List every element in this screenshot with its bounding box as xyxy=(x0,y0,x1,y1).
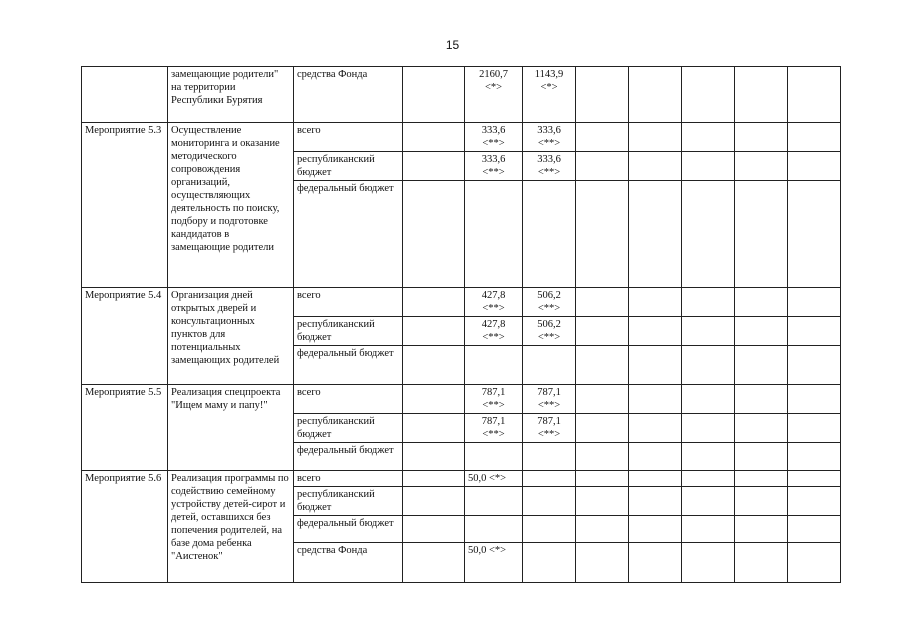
funding-source-cell: всего xyxy=(294,288,403,317)
empty-cell xyxy=(403,543,465,583)
description-cell: Организация дней открытых дверей и консультационных пунктов для потенциальных замещающих родителей xyxy=(168,288,294,385)
empty-cell xyxy=(576,471,629,487)
value-year1-cell xyxy=(465,67,523,123)
amount: 50,0 <*> xyxy=(468,473,507,484)
table-row xyxy=(82,385,841,414)
empty-cell xyxy=(788,181,841,288)
empty-cell xyxy=(403,443,465,471)
empty-cell xyxy=(629,152,682,181)
amount: 787,1 xyxy=(481,387,506,398)
amount: 427,8 xyxy=(481,290,506,301)
empty-cell xyxy=(682,443,735,471)
empty-cell xyxy=(576,288,629,317)
empty-cell xyxy=(629,346,682,385)
empty-cell xyxy=(682,471,735,487)
activity-cell: Мероприятие 5.4 xyxy=(82,288,168,385)
value-year1-cell xyxy=(465,346,523,385)
amount: 333,6 xyxy=(537,125,561,136)
amount: 787,1 xyxy=(481,416,506,427)
empty-cell xyxy=(629,487,682,516)
footnote-mark: <**> xyxy=(482,303,505,314)
empty-cell xyxy=(682,385,735,414)
empty-cell xyxy=(629,123,682,152)
funding-source-cell: всего xyxy=(294,123,403,152)
empty-cell xyxy=(788,471,841,487)
empty-cell xyxy=(576,414,629,443)
empty-cell xyxy=(403,385,465,414)
footnote-mark: <**> xyxy=(537,429,561,440)
empty-cell xyxy=(403,288,465,317)
empty-cell xyxy=(735,471,788,487)
value-year1-cell xyxy=(465,385,523,414)
value-year2-cell xyxy=(523,123,576,152)
value-year2-cell xyxy=(523,385,576,414)
amount: 333,6 xyxy=(481,125,506,136)
empty-cell xyxy=(735,385,788,414)
value-year2-cell xyxy=(523,152,576,181)
empty-cell xyxy=(403,317,465,346)
empty-cell xyxy=(735,123,788,152)
value-year1-cell xyxy=(465,414,523,443)
empty-cell xyxy=(403,487,465,516)
page-number: 15 xyxy=(445,38,460,52)
amount: 1143,9 xyxy=(534,69,564,80)
funding-source-cell: федеральный бюджет xyxy=(294,346,403,385)
empty-cell xyxy=(403,471,465,487)
empty-cell xyxy=(682,487,735,516)
funding-source-cell: республиканский бюджет xyxy=(294,317,403,346)
amount: 427,8 xyxy=(481,319,506,330)
amount: 2160,7 xyxy=(479,69,508,80)
value-year2-cell xyxy=(523,67,576,123)
amount: 50,0 <*> xyxy=(468,545,507,556)
empty-cell xyxy=(629,443,682,471)
empty-cell xyxy=(629,67,682,123)
value-year1-cell xyxy=(465,543,523,583)
empty-cell xyxy=(735,443,788,471)
table-row xyxy=(82,471,841,487)
empty-cell xyxy=(629,385,682,414)
empty-cell xyxy=(403,152,465,181)
funding-source-cell: средства Фонда xyxy=(294,543,403,583)
footnote-mark: <**> xyxy=(482,400,505,411)
empty-cell xyxy=(403,181,465,288)
footnote-mark: <**> xyxy=(537,332,561,343)
empty-cell xyxy=(576,181,629,288)
value-year2-cell xyxy=(523,487,576,516)
empty-cell xyxy=(788,67,841,123)
empty-cell xyxy=(403,67,465,123)
value-year2-cell xyxy=(523,288,576,317)
empty-cell xyxy=(788,516,841,543)
empty-cell xyxy=(735,317,788,346)
table-row xyxy=(82,123,841,152)
value-year2-cell xyxy=(523,471,576,487)
empty-cell xyxy=(576,385,629,414)
footnote-mark: <*> xyxy=(540,82,558,93)
empty-cell xyxy=(788,152,841,181)
amount: 787,1 xyxy=(537,387,561,398)
empty-cell xyxy=(788,543,841,583)
empty-cell xyxy=(788,288,841,317)
empty-cell xyxy=(576,516,629,543)
empty-cell xyxy=(735,543,788,583)
empty-cell xyxy=(682,123,735,152)
value-year1-cell xyxy=(465,181,523,288)
amount: 333,6 xyxy=(481,154,506,165)
funding-source-cell: республиканский бюджет xyxy=(294,152,403,181)
empty-cell xyxy=(788,487,841,516)
empty-cell xyxy=(629,317,682,346)
empty-cell xyxy=(788,443,841,471)
empty-cell xyxy=(788,385,841,414)
empty-cell xyxy=(576,346,629,385)
value-year1-cell xyxy=(465,471,523,487)
description-cell: Реализация программы по содействию семейному устройству детей-сирот и детей, оставшихся без попечения родителей, на базе дома ребенка "Аистенок" xyxy=(168,471,294,583)
activity-cell xyxy=(82,67,168,123)
value-year2-cell xyxy=(523,181,576,288)
empty-cell xyxy=(576,123,629,152)
value-year1-cell xyxy=(465,288,523,317)
funding-source-cell: федеральный бюджет xyxy=(294,516,403,543)
empty-cell xyxy=(735,181,788,288)
empty-cell xyxy=(788,346,841,385)
empty-cell xyxy=(735,152,788,181)
empty-cell xyxy=(682,317,735,346)
value-year1-cell xyxy=(465,487,523,516)
funding-table xyxy=(81,66,841,583)
empty-cell xyxy=(629,288,682,317)
funding-source-cell: республиканский бюджет xyxy=(294,414,403,443)
empty-cell xyxy=(576,487,629,516)
footnote-mark: <**> xyxy=(482,332,505,343)
empty-cell xyxy=(403,123,465,152)
funding-source-cell: всего xyxy=(294,385,403,414)
activity-cell: Мероприятие 5.3 xyxy=(82,123,168,288)
empty-cell xyxy=(403,414,465,443)
description-cell: замещающие родители" на территории Республики Бурятия xyxy=(168,67,294,123)
activity-cell: Мероприятие 5.5 xyxy=(82,385,168,471)
footnote-mark: <**> xyxy=(537,138,561,149)
funding-source-cell: республиканский бюджет xyxy=(294,487,403,516)
footnote-mark: <*> xyxy=(484,82,503,93)
empty-cell xyxy=(629,516,682,543)
empty-cell xyxy=(682,152,735,181)
amount: 506,2 xyxy=(537,319,561,330)
value-year2-cell xyxy=(523,317,576,346)
empty-cell xyxy=(682,516,735,543)
empty-cell xyxy=(735,516,788,543)
empty-cell xyxy=(576,443,629,471)
empty-cell xyxy=(735,414,788,443)
table-row xyxy=(82,67,841,123)
empty-cell xyxy=(403,346,465,385)
empty-cell xyxy=(682,67,735,123)
footnote-mark: <**> xyxy=(537,303,561,314)
value-year1-cell xyxy=(465,443,523,471)
empty-cell xyxy=(682,288,735,317)
value-year2-cell xyxy=(523,516,576,543)
value-year1-cell xyxy=(465,516,523,543)
value-year2-cell xyxy=(523,543,576,583)
funding-source-cell: федеральный бюджет xyxy=(294,181,403,288)
funding-source-cell: всего xyxy=(294,471,403,487)
value-year1-cell xyxy=(465,317,523,346)
empty-cell xyxy=(403,516,465,543)
value-year1-cell xyxy=(465,152,523,181)
footnote-mark: <**> xyxy=(482,167,505,178)
empty-cell xyxy=(735,487,788,516)
description-cell: Реализация спецпроекта "Ищем маму и папу!" xyxy=(168,385,294,471)
empty-cell xyxy=(682,346,735,385)
empty-cell xyxy=(735,288,788,317)
empty-cell xyxy=(576,152,629,181)
amount: 333,6 xyxy=(537,154,561,165)
value-year1-cell xyxy=(465,123,523,152)
footnote-mark: <**> xyxy=(537,167,561,178)
empty-cell xyxy=(682,543,735,583)
empty-cell xyxy=(629,181,682,288)
empty-cell xyxy=(576,317,629,346)
empty-cell xyxy=(735,67,788,123)
empty-cell xyxy=(629,471,682,487)
empty-cell xyxy=(788,317,841,346)
activity-cell: Мероприятие 5.6 xyxy=(82,471,168,583)
empty-cell xyxy=(682,414,735,443)
empty-cell xyxy=(735,346,788,385)
value-year2-cell xyxy=(523,443,576,471)
empty-cell xyxy=(788,414,841,443)
value-year2-cell xyxy=(523,346,576,385)
empty-cell xyxy=(629,543,682,583)
empty-cell xyxy=(576,67,629,123)
empty-cell xyxy=(788,123,841,152)
funding-source-cell: федеральный бюджет xyxy=(294,443,403,471)
amount: 506,2 xyxy=(537,290,561,301)
footnote-mark: <**> xyxy=(482,138,505,149)
empty-cell xyxy=(682,181,735,288)
footnote-mark: <**> xyxy=(482,429,505,440)
value-year2-cell xyxy=(523,414,576,443)
footnote-mark: <**> xyxy=(537,400,561,411)
empty-cell xyxy=(576,543,629,583)
funding-source-cell: средства Фонда xyxy=(294,67,403,123)
table-row xyxy=(82,288,841,317)
empty-cell xyxy=(629,414,682,443)
description-cell: Осуществление мониторинга и оказание методического сопровождения организаций, осуществляющих деятельность по поиску, подбору и подготовке кандидатов в замещающие родители xyxy=(168,123,294,288)
amount: 787,1 xyxy=(537,416,561,427)
